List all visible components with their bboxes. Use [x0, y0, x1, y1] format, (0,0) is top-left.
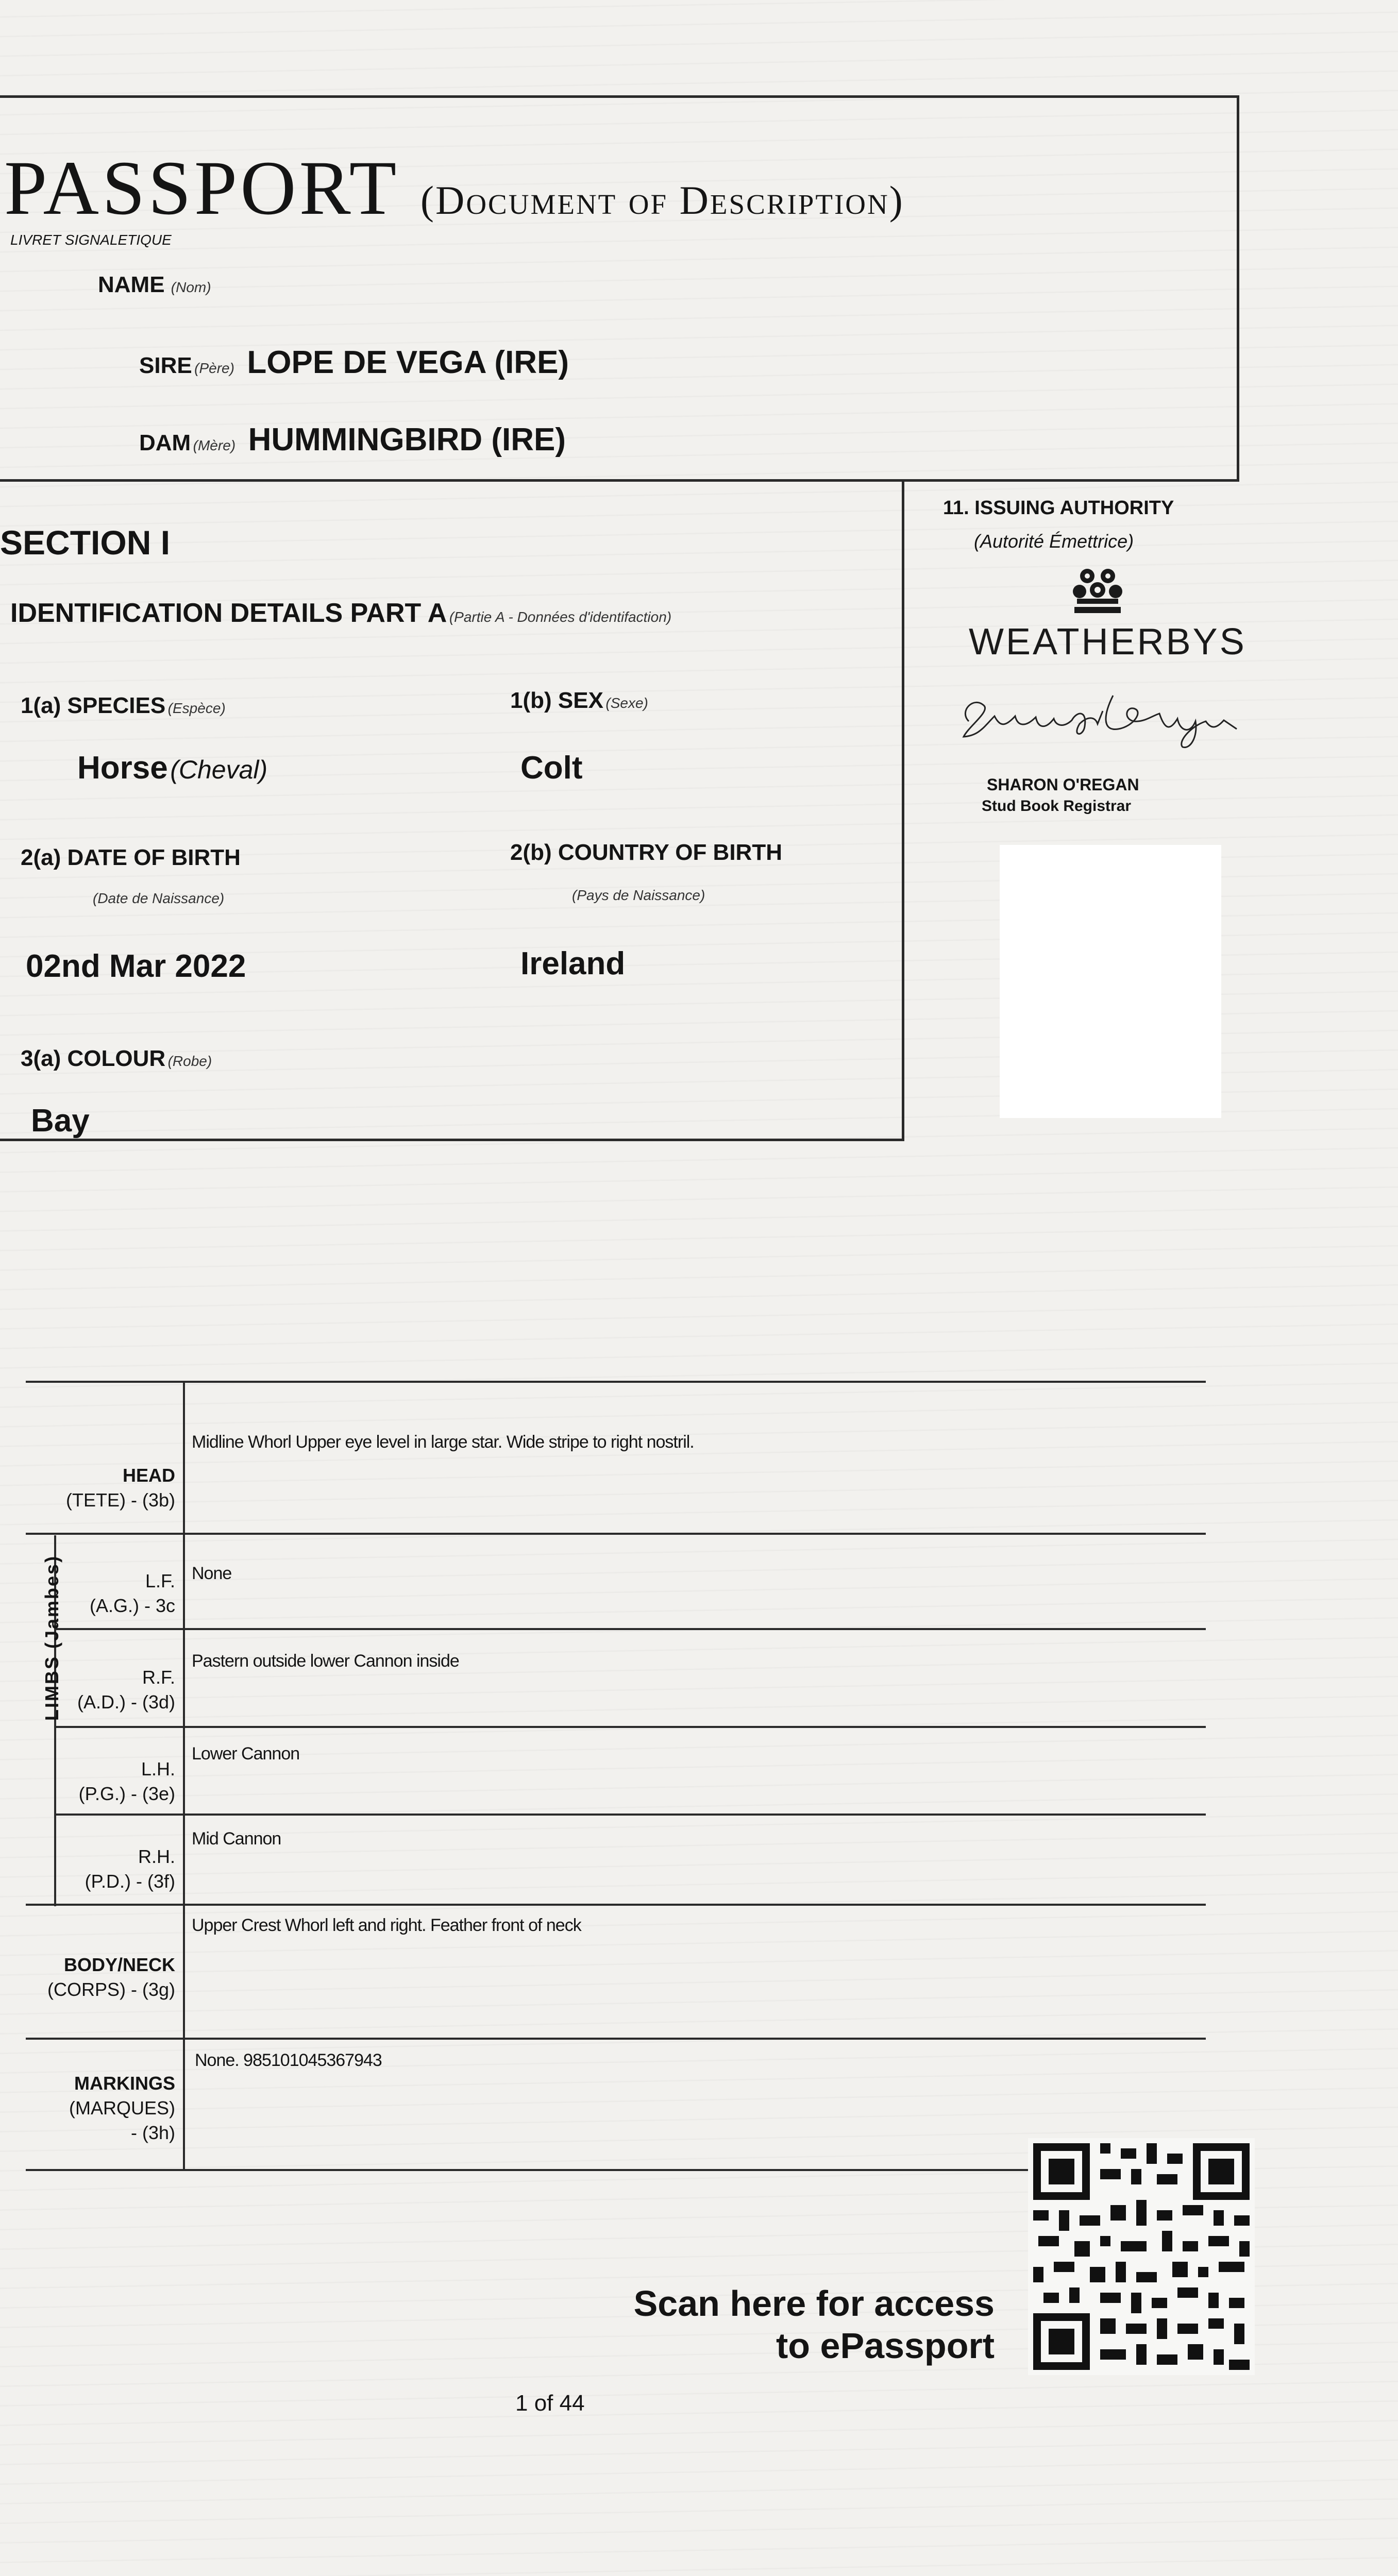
scan-line-2: to ePassport	[776, 2326, 995, 2366]
sire-row	[139, 344, 569, 381]
sire-label: SIRE	[139, 353, 192, 378]
markings-column-divider	[183, 1381, 185, 2169]
rf-label: R.F.	[142, 1667, 175, 1688]
lh-code: (P.G.) - (3e)	[78, 1783, 175, 1804]
lf-code: (A.G.) - 3c	[89, 1595, 175, 1616]
rf-code: (A.D.) - (3d)	[77, 1691, 175, 1713]
section-subtitle-row	[10, 598, 671, 629]
body-code: (CORPS) - (3g)	[47, 1979, 175, 2000]
lf-row-label	[62, 1569, 175, 1618]
rf-text: Pastern outside lower Cannon inside	[192, 1651, 459, 1671]
markings-code2: - (3h)	[130, 2122, 175, 2143]
markings-row-label	[31, 2071, 175, 2145]
species-label-row	[21, 693, 226, 719]
sex-label-fr: (Sexe)	[605, 695, 648, 711]
body-row-border	[26, 2038, 1206, 2040]
dam-row	[139, 421, 566, 458]
colour-label-row	[21, 1046, 212, 1072]
species-label-fr: (Espèce)	[167, 700, 226, 716]
rh-label: R.H.	[138, 1846, 175, 1867]
colour-label-fr: (Robe)	[167, 1053, 212, 1069]
header-top-border	[0, 95, 1239, 98]
dam-label-fr: (Mère)	[193, 437, 236, 453]
rh-row-label	[62, 1844, 175, 1894]
page-number: 1 of 44	[515, 2391, 585, 2416]
rf-row-border	[54, 1726, 1206, 1728]
header-bottom-border	[0, 479, 1239, 482]
dam-label: DAM	[139, 430, 191, 455]
authority-divider	[902, 482, 904, 1141]
markings-bottom-border	[26, 2169, 1041, 2171]
species-label: 1(a) SPECIES	[21, 693, 166, 718]
scan-line-1: Scan here for access	[633, 2283, 995, 2324]
species-value-row	[77, 750, 267, 786]
section-subtitle-fr: (Partie A - Données d'identifaction)	[449, 609, 672, 625]
dob-label-row	[21, 845, 241, 871]
country-label-fr: (Pays de Naissance)	[572, 887, 705, 903]
authority-label-fr: (Autorité Émettrice)	[974, 531, 1134, 552]
document-title	[4, 145, 904, 231]
body-label: BODY/NECK	[63, 1954, 175, 1975]
body-row-label	[21, 1953, 175, 2002]
document-title-main: PASSPORT	[4, 145, 398, 231]
dob-label-fr: (Date de Naissance)	[93, 890, 225, 906]
sire-value: LOPE DE VEGA (IRE)	[247, 345, 569, 380]
rf-row-label	[62, 1665, 175, 1715]
sex-label: 1(b) SEX	[510, 688, 603, 713]
dob-value: 02nd Mar 2022	[26, 948, 246, 984]
authority-label: 11. ISSUING AUTHORITY	[943, 497, 1174, 519]
section-title: SECTION I	[0, 523, 171, 562]
dob-label: 2(a) DATE OF BIRTH	[21, 845, 241, 870]
markings-text: None. 985101045367943	[195, 2050, 382, 2070]
body-text: Upper Crest Whorl left and right. Feather front of neck	[192, 1916, 581, 1935]
sex-value: Colt	[520, 750, 583, 786]
head-code: (TETE) - (3b)	[66, 1489, 175, 1511]
head-label: HEAD	[122, 1465, 175, 1486]
lh-row-border	[54, 1814, 1206, 1816]
rh-text: Mid Cannon	[192, 1829, 281, 1849]
redacted-area	[1000, 845, 1221, 1118]
lh-label: L.H.	[141, 1758, 175, 1780]
epassport-qr-code[interactable]	[1028, 2138, 1255, 2375]
country-value: Ireland	[520, 946, 626, 981]
sire-label-fr: (Père)	[194, 360, 234, 376]
dam-value: HUMMINGBIRD (IRE)	[248, 422, 566, 457]
country-label-row	[510, 840, 782, 866]
species-value-fr: (Cheval)	[170, 755, 268, 784]
document-title-sub: (Document of Description)	[420, 178, 904, 223]
header-right-border	[1237, 95, 1239, 482]
head-row-border	[26, 1533, 1206, 1535]
lh-row-label	[62, 1757, 175, 1806]
registrar-title: Stud Book Registrar	[982, 798, 1132, 815]
lh-text: Lower Cannon	[192, 1744, 300, 1764]
lf-row-border	[54, 1628, 1206, 1630]
rh-code: (P.D.) - (3f)	[85, 1871, 175, 1892]
markings-code1: (MARQUES)	[69, 2097, 175, 2119]
section-bottom-border	[0, 1139, 904, 1141]
head-row-label	[41, 1463, 175, 1513]
weatherbys-logo: WEATHERBYS	[969, 621, 1247, 663]
lf-label: L.F.	[145, 1570, 175, 1591]
registrar-signature	[948, 680, 1257, 757]
weatherbys-crest-icon	[1072, 567, 1123, 616]
markings-top-border	[26, 1381, 1206, 1383]
sex-label-row	[510, 688, 648, 714]
section-subtitle: IDENTIFICATION DETAILS PART A	[10, 598, 447, 628]
colour-value: Bay	[31, 1103, 90, 1139]
scan-text	[613, 2282, 995, 2367]
limbs-label: LIMBS (Jambes)	[41, 1554, 62, 1721]
registrar-name: SHARON O'REGAN	[987, 775, 1139, 794]
lf-text: None	[192, 1564, 232, 1583]
document-title-fr: LIVRET SIGNALETIQUE	[10, 232, 172, 248]
name-label: NAME (Nom)	[98, 272, 211, 297]
colour-label: 3(a) COLOUR	[21, 1046, 166, 1071]
species-value: Horse	[77, 750, 168, 786]
limbs-row-border	[26, 1904, 1206, 1906]
country-label: 2(b) COUNTRY OF BIRTH	[510, 840, 782, 865]
markings-label: MARKINGS	[74, 2073, 175, 2094]
head-text: Midline Whorl Upper eye level in large star. Wide stripe to right nostril.	[192, 1432, 694, 1452]
